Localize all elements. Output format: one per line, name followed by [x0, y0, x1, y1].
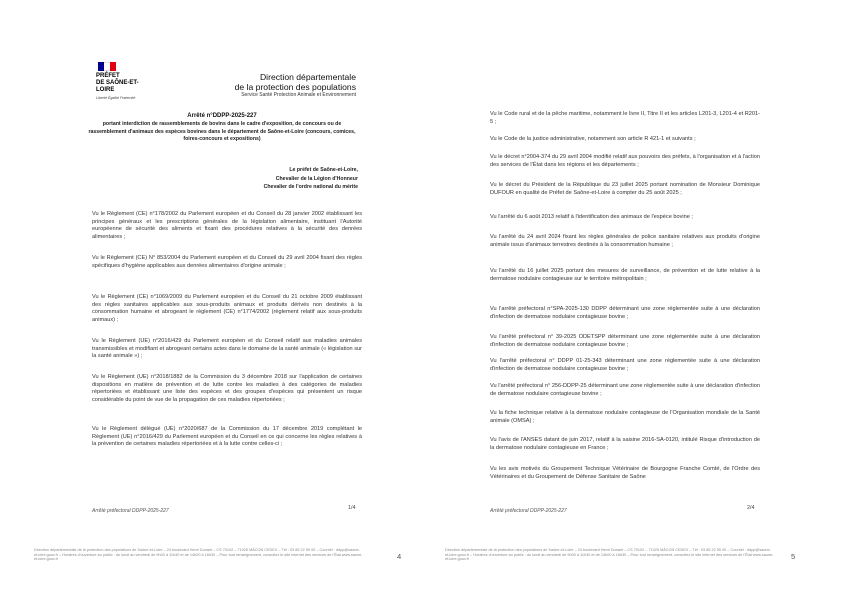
vu-paragraph: Vu le Règlement délégué (UE) n°2020/687 de la Commission du 17 décembre 2019 complétant le Règlement (UE) n°2016/429 du Parlement européen et du Conseil en ce qui concerne les règles relatives à la prévention de certaines maladies répertoriées et à la lutte contre celles-ci ; — [92, 426, 362, 448]
vu-paragraph: Vu l'avis de l'ANSES datant de juin 2017, relatif à la saisine 2016-SA-0120, intitulé Risque d'introduction de la dermatose nodulaire contagieuse en France ; — [490, 437, 760, 451]
prefet-logo — [96, 62, 140, 100]
page-footer: Direction départementale de la protection des populations de Saône-et-Loire – 24 boulevard Henri Dunant – CS 70102 – 71025 MÂCON CEDEX – Tél : 03 85 22 55 00 – Courriel : ddpp@saone-et-loire.gouv.fr – Horaires d'ouverture au public : du lundi au vendredi de 9h00 à 11h30 et de 14h00 à 16h30 – Pour tout renseignement, consultez le site internet des services de l'État www.saone-et-loire.gouv.fr — [445, 548, 774, 562]
prefet-line-1: Le préfet de Saône-et-Loire, — [289, 167, 358, 173]
pdf-page-number: 5 — [791, 552, 796, 561]
document-page-1 — [0, 0, 420, 595]
flag-red-stripe — [110, 62, 116, 71]
arrete-object: portant interdiction de rassemblements de bovins dans le cadre d'exposition, de concours ou de rassemblement d'animaux des espèces bovines dans le département de Saône-et-Loire (concours, comices, foires-concours et expositions) — [88, 121, 356, 143]
prefet-line-3: Chevalier de l'ordre national du mérite — [263, 184, 358, 191]
logo-motto: Liberté Égalité Fraternité — [96, 96, 136, 100]
vu-paragraph: Vu le Règlement (UE) n°2016/429 du Parlement européen et du Conseil relatif aux maladies animales transmissibles et modifiant et abrogeant certains actes dans le domaine de la santé animale (« législation sur la santé animale ») ; — [92, 338, 362, 360]
vu-paragraph: Vu les avis motivés du Groupement Technique Vétérinaire de Bourgogne Franche Comté, de l'Ordre des Vétérinaires et du Groupement de Défense Sanitaire de Saône — [490, 466, 760, 480]
vu-paragraph: Vu l'arrêté préfectoral n° 256-DDPP-25 déterminant une zone réglementée suite à une déclaration d'infection de dermatose nodulaire contagieuse bovine ; — [490, 383, 760, 397]
logo-line-2: DE SAÔNE-ET-LOIRE — [96, 80, 139, 93]
direction-line-1: Direction départementale — [259, 72, 356, 82]
vu-paragraph: Vu le décret n°2004-374 du 29 avril 2004 modifié relatif aux pouvoirs des préfets, à l'organisation et à l'action des services de l'État dans les régions et les départements ; — [490, 154, 760, 168]
arrete-number: Arrêté n°DDPP-2025-227 — [187, 113, 257, 119]
vu-paragraph: Vu le Règlement (CE) N° 853/2004 du Parlement européen et du Conseil du 29 avril 2004 fixant des règles spécifiques d'hygiène applicables aux denrées alimentaires d'origine animale ; — [92, 255, 362, 269]
vu-paragraph: Vu le Code rural et de la pêche maritime, notamment le livre II, Titre II et les articles L201-3, L201-4 et R201-5 ; — [490, 111, 760, 125]
vu-paragraph: Vu l'arrêté préfectoral n°SPA-2025-130 DDPP déterminant une zone réglementée suite à une déclaration d'infection de dermatose nodulaire contagieuse bovine ; — [490, 306, 760, 320]
vu-paragraph: Vu le Règlement (CE) n°178/2002 du Parlement européen et du Conseil du 28 janvier 2002 établissant les principes généraux et les prescriptions générales de la législation alimentaire, instituant l'Autorité européenne de sécurité des aliments et fixant des procédures relatives à la sécurité des denrées alimentaires ; — [92, 211, 362, 240]
vu-paragraph: Vu la fiche technique relative à la dermatose nodulaire contagieuse de l'Organisation mondiale de la Santé animale (OMSA) ; — [490, 410, 760, 424]
vu-paragraph: Vu l'arrêté préfectoral n° 39-2025 DDETSPP déterminant une zone réglementée suite à une déclaration d'infection de dermatose nodulaire contagieuse bovine ; — [490, 334, 760, 348]
direction-header — [235, 72, 356, 99]
marianne-flag-icon — [98, 62, 116, 71]
logo-line-1: PRÉFET — [96, 73, 120, 79]
vu-paragraph: Vu le Règlement (CE) n°1069/2009 du Parlement européen et du Conseil du 21 octobre 2009 établissant des règles sanitaires applicables aux sous-produits animaux et produits dérivés non destinés à la consommation humaine et abrogeant le règlement (CE) n°1774/2002 (règlement relatif aux sous-produits animaux) ; — [92, 294, 362, 323]
vu-paragraph: Vu l'arrêté du 6 août 2013 relatif à l'identification des animaux de l'espèce bovine ; — [490, 214, 693, 220]
vu-paragraph: Vu le Règlement (UE) n°2018/1882 de la Commission du 3 décembre 2018 sur l'application de certaines dispositions en matière de prévention et de lutte contre les maladies à des catégories de maladies répertoriées et établissant une liste des espèces et des groupes d'espèces qui présentent un risque considérable du point de vue de la propagation de ces maladies répertoriées ; — [92, 374, 362, 403]
prefet-block — [240, 166, 358, 192]
prefet-line-2: Chevalier de la Légion d'Honneur — [275, 175, 358, 182]
vu-paragraph: Vu l'arrêté préfectoral n° DDPP 01-25-343 déterminant une zone réglementée suite à une déclaration d'infection de dermatose nodulaire contagieuse bovine ; — [490, 358, 760, 372]
direction-line-2: de la protection des populations — [234, 82, 356, 92]
vu-paragraph: Vu l'arrêté du 24 avril 2024 fixant les règles générales de police sanitaire relatives aux produits d'origine animale issus d'animaux terrestres destinés à la consommation humaine ; — [490, 234, 760, 248]
pdf-page-number: 4 — [397, 552, 402, 561]
direction-service: Service Santé Protection Animale et Environnement — [241, 92, 356, 98]
vu-paragraph: Vu l'arrêté du 16 juillet 2025 portant des mesures de surveillance, de prévention et de lutte relative à la dermatose nodulaire contagieuse sur le territoire métropolitain ; — [490, 268, 760, 282]
page-number: 1/4 — [348, 505, 356, 511]
arrete-reference: Arrêté préfectoral DDPP-2025-227 — [92, 508, 169, 514]
vu-paragraph: Vu le Code de la justice administrative, notamment son article R 421-1 et suivants ; — [490, 136, 696, 142]
page-footer: Direction départementale de la protection des populations de Saône-et-Loire – 24 boulevard Henri Dunant – CS 70102 – 71025 MÂCON CEDEX – Tél : 03 85 22 55 00 – Courriel : ddpp@saone-et-loire.gouv.fr – Horaires d'ouverture au public : du lundi au vendredi de 9h00 à 11h30 et de 14h00 à 16h30 – Pour tout renseignement, consultez le site internet des services de l'État www.saone-et-loire.gouv.fr — [34, 548, 363, 562]
document-page-2 — [421, 0, 841, 595]
page-number: 2/4 — [747, 505, 755, 511]
arrete-reference: Arrêté préfectoral DDPP-2025-227 — [490, 508, 567, 514]
vu-paragraph: Vu le décret du Président de la République du 23 juillet 2025 portant nomination de Monsieur Dominique DUFOUR en qualité de Préfet de Saône-et-Loire à compter du 25 août 2025 ; — [490, 182, 760, 196]
arrete-title-block — [88, 112, 356, 144]
